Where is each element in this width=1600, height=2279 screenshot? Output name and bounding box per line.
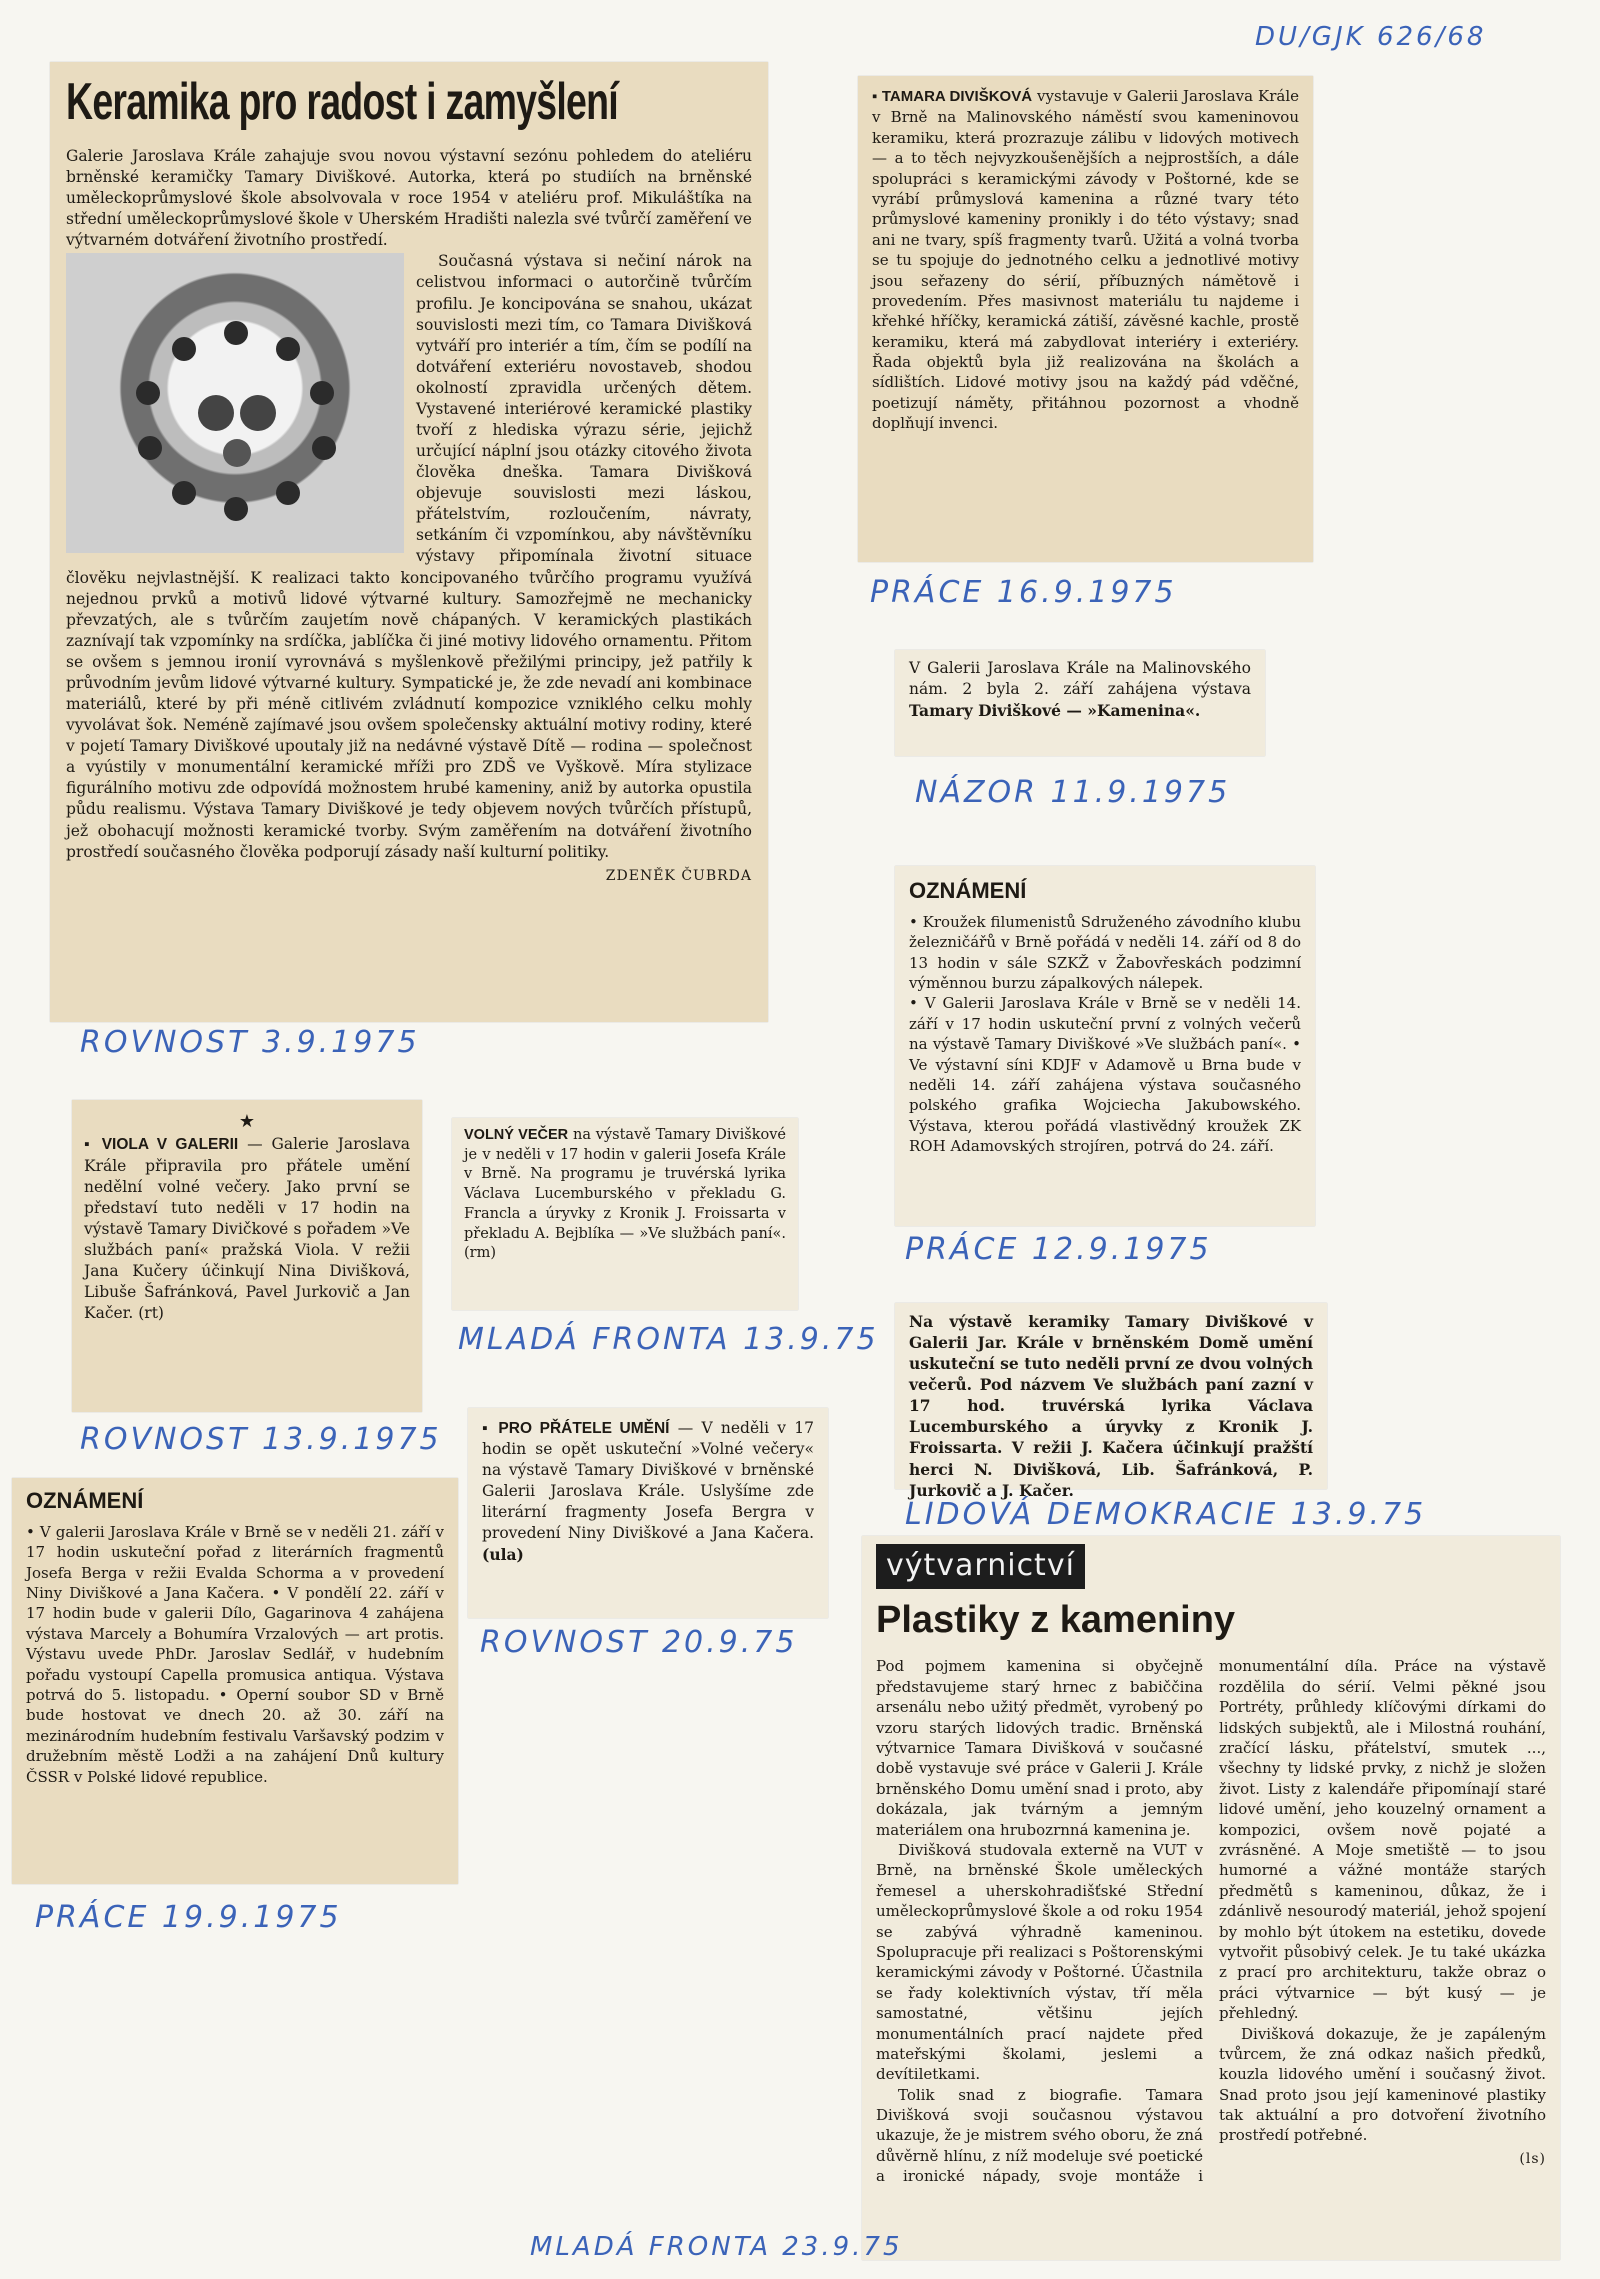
article-paragraph: Divišková studovala externě na VUT v Brně, na brněnské Škole uměleckých řemesel a uherskohradišťské Střední uměleckoprůmyslové škole a od roku 1954 se zabývá výhradně kameninou. Spolupracuje při realizaci s Poštorenskými keramickými závody v Poštorné. Účastnila se řady kolektivních výstav, tří měla samostatné, většinu jejích monumentálních prací najdete před mateřskými školami, jeslemi a devítiletkami. — [876, 1840, 1203, 2084]
clipping-body: V Galerii Jaroslava Krále na Malinovského nám. 2 byla 2. září zahájena výstava — [909, 659, 1251, 699]
lead-text: VOLNÝ VEČER — [464, 1127, 569, 1143]
clipping-oznameni-2 — [12, 1478, 458, 1884]
source-note: PRÁCE 19.9.1975 — [35, 1900, 342, 1935]
source-note: ROVNOST 13.9.1975 — [80, 1422, 442, 1457]
article-signature: ZDENĚK ČUBRDA — [605, 867, 752, 884]
clipping-nazor — [895, 650, 1265, 756]
clipping-mf-volny-vecer — [452, 1118, 798, 1310]
lead-text: ▪ — [84, 1136, 102, 1154]
section-banner: výtvarnictví — [876, 1544, 1085, 1589]
article-paragraph: Divišková dokazuje, že je zapáleným tvůrcem, že zná odkaz našich předků, kouzla lidového umění i současný život. Snad proto jsou její kameninové plastiky tak aktuální a pro dotvoření životního prostředí potřebné. — [1219, 2024, 1546, 2145]
article-body — [876, 1656, 1546, 2186]
archive-mark: DU/GJK 626/68 — [1255, 22, 1487, 52]
clipping-body: na výstavě Tamary Diviškové je v neděli v 17 hodin v galerii Josefa Krále v Brně. Na programu je truvérská lyrika Václava Lucemburského v překladu G. Francla a úryvky z Kronik J. Froissarta v překladu A. Bejblíka — »Ve službách paní«. — [464, 1127, 787, 1242]
clipping-body: — V neděli v 17 hodin se opět uskuteční »Volné večery« na výstavě Tamary Diviškové v brněnské Galerii Jaroslava Krále. Uslyšíme zde literární fragmenty Josefa Bergra v provedení Niny Diviškové a Jana Kačera. — [482, 1419, 814, 1543]
article-signature: (ls) — [1519, 2150, 1546, 2167]
clipping-rovnost-keramika — [50, 62, 768, 1022]
section-heading: OZNÁMENÍ — [26, 1488, 144, 1513]
source-note: MLADÁ FRONTA 23.9.75 — [530, 2232, 903, 2262]
clipping-sig: (rt) — [138, 1304, 164, 1323]
source-note: PRÁCE 16.9.1975 — [870, 575, 1177, 610]
clipping-viola — [72, 1100, 422, 1412]
ceramic-photo — [66, 253, 404, 553]
source-note: MLADÁ FRONTA 13.9.75 — [458, 1322, 879, 1357]
source-note: PRÁCE 12.9.1975 — [905, 1232, 1212, 1267]
clipping-body: — Galerie Jaroslava Krále připravila pro přátele umění nedělní volné večery. Jako první se představí tuto neděli v 17 hodin na výstavě Tamary Divičkové s pořadem »Ve službách paní« pražská Viola. V režii Jana Kučery účinkují Nina Divišková, Libuše Šafránková, Pavel Jurkovič a Jan Kačer. — [84, 1135, 410, 1323]
article-paragraph: Pod pojmem kamenina si obyčejně představujeme starý hrnec z babiččina arsenálu nebo užitý předmět, vyrobený po vzoru starých lidových tradic. Brněnská výtvarnice Tamara Divišková v současné době vystavuje své práce v Galerii J. Krále brněnského Domu umění snad i proto, aby dokázala, jak tvárným a jemným materiálem ona hrubozrnná kamenina je. — [876, 1657, 1203, 1839]
article-title: Keramika pro radost i zamyšlení — [66, 73, 618, 131]
clipping-plastiky — [862, 1536, 1560, 2260]
notice-item: • Kroužek filumenistů Sdruženého závodního klubu železničářů v Brně pořádá v neděli 14. září od 8 do 13 hodin v sále SZKŽ v Žabovřeskách podzimní výměnnou burzu zápalkových nálepek. — [909, 912, 1301, 993]
article-paragraph: Galerie Jaroslava Krále zahajuje svou novou výstavní sezónu pohledem do ateliéru brněnské keramičky Tamary Diviškové. Autorka, která po studiích na brněnské uměleckoprůmyslové škole absolvovala v roce 1954 v ateliéru prof. Mikuláštíka na střední uměleckoprůmyslové škole v Uherském Hradišti nalezla své tvůrčí zaměření ve výtvarném dotváření životního prostředí. — [66, 147, 752, 250]
clipping-body-bold: Tamary Diviškové — »Kamenina«. — [909, 701, 1201, 721]
lead-text: VIOLA V GALERII — [101, 1136, 239, 1154]
notice-item: • V galerii Jaroslava Krále v Brně se v neděli 21. září v 17 hodin uskuteční pořad z literárních fragmentů Josefa Berga v režii Evalda Schorma a v provedení Niny Diviškové a Jana Kačera. • V pondělí 22. září v 17 hodin bude v galerii Dílo, Gagarinova 4 zahájena výstava Marcely a Bohumíra Vrzalových — art protis. Výstavu uvede PhDr. Jaroslav Sedlář, v hudebním pořadu vystoupí Capella promusica antiqua. Výstava potrvá do 5. listopadu. • Operní soubor SD v Brně bude hostovat ve dnech 20. až 30. září na mezinárodním hudebním festivalu Varšavský podzim v družebním městě Lodži a na zahájení Dnů kultury ČSSR v Polské lidové republice. — [26, 1522, 444, 1786]
clipping-body: Na výstavě keramiky Tamary Diviškové v Galerii Jar. Krále v brněnském Domě umění uskuteční se tuto neděli první ze dvou volných večerů. Pod názvem Ve službách paní zazní v 17 hod. truvérská lyrika Václava Lucemburského a úryvky z Kronik J. Froissarta. V režii J. Kačera účinkují pražští herci N. Divišková, Lib. Šafránková, P. Jurkovič a J. Kačer. — [909, 1312, 1313, 1500]
lead-text: ▪ — [482, 1420, 499, 1437]
clipping-prace-tamara — [858, 76, 1313, 562]
source-note: ROVNOST 3.9.1975 — [80, 1025, 420, 1060]
article-paragraph: Současná výstava si nečiní nárok na celistvou informaci o autorčině tvůrčím profilu. Je koncipována se snahou, ukázat souvislosti mezi tím, co Tamara Divišková vytváří pro interiér a tím, čím se podílí na dotváření exteriéru novostaveb, shodou okolností zpravidla určených dětem. Vystavené interiérové keramické plastiky tvoří z hlediska výrazu série, jejichž určující náplní jsou otázky citového života člověka dneška. Tamara Divišková objevuje souvislosti mezi láskou, přátelstvím, rozloučením, návraty, setkáním či vzpomínkou, aby návštěvníku výstavy připomínala životní situace člověku nejvlastnější. K realizaci takto koncipovaného tvůrčího programu využívá nejednou prvků a motivů lidové výtvarné kultury. Samozřejmě ne mechanicky převzatých, ale s tvůrčím zaujetím nově chápaných. V keramických plastikách zaznívají tak vzpomínky na srdíčka, jablíčka či jiné motivy lidového ornamentu. Přitom se ovšem s jemnou ironií vyrovnává s myšlenkově přežilými principy, jež patřily k průvodním jevům lidové výtvarné kultury. Sympatické je, že zde nevadí ani kombinace materiálů, které by při méně citlivém zvládnutí kompozice vzniklého celku mohly vyvolávat šok. Neméně zajímavé jsou ovšem společensky aktuální motivy rodiny, které v pojetí Tamary Diviškové upoutaly již na nedávné výstavě Dítě — rodina — společnost a vyústily v monumentální keramické mříži pro ZDŠ ve Vyškově. Míra stylizace figurálního motivu zde odpovídá možnostem hrubé kameniny, aniž by autorka opustila půdu realismu. Výstava Tamary Diviškové je tedy objevem nových tvůrčích přístupů, jež obohacují možnosti keramické tvorby. Svým zaměřením na dotváření životního prostředí současného člověka podporují zásady naší kulturní politiky. — [66, 252, 752, 861]
clipping-sig: (rm) — [464, 1245, 496, 1262]
lead-text: PRO PŘÁTELE UMĚNÍ — [498, 1420, 670, 1437]
clipping-pratele-umeni — [468, 1408, 828, 1618]
section-heading: OZNÁMENÍ — [909, 878, 1027, 903]
ceramic-plate-icon — [66, 253, 404, 553]
lead-text: TAMARA DIVIŠKOVÁ — [881, 88, 1033, 105]
article-paragraph: Tolik snad z biografie. Tamara Divišková svoji současnou výstavou ukazuje, že je mistrem svého oboru, že zná důvěrně hlínu, z níž modeluje své poetické a ironické nápady, svoje montáže i monumentální díla. Práce na výstavě rozdělila do sérií. Velmi pěkné jsou Portréty, průhledy klíčovými dírkami do lidských subjektů, ale i Milostná rouhání, zračící lásku, přátelství, smutek ..., všechny ty lidské prvky, z nichž je složen život. Listy z kalendáře připomínají staré lidové umění, jeho kouzelný ornament a kompozici, ovšem nově pojaté a zvrásněné. A Moje smetiště — to jsou humorné a vážné montáže starých předmětů s kameninou, důkaz, že i zdánlivě nesourodý materiál, jehož spojení by mohlo být útokem na estetiku, dovede vytvořit působivý celek. Je tu také ukázka z prací pro architekturu, takže obraz o práci výtvarnice — být kusý — je přehledný. — [876, 1657, 1546, 2186]
clipping-lidova-demokracie — [895, 1303, 1327, 1500]
lead-text: ▪ — [872, 88, 882, 105]
source-note: NÁZOR 11.9.1975 — [915, 775, 1231, 810]
notice-item: • V Galerii Jaroslava Krále v Brně se v neděli 14. září v 17 hodin uskuteční první z volných večerů na výstavě Tamary Diviškové »Ve službách paní«. • Ve výstavní síni KDJF v Adamově u Brna bude v neděli 14. září zahájena výstava současného polského grafika Wojciecha Jakubowského. Výstava, kterou pořádá vlastivědný kroužek ZK ROH Adamovských strojíren, potrvá do 24. září. — [909, 994, 1301, 1156]
star-icon: ★ — [238, 1111, 256, 1132]
article-title: Plastiky z kameniny — [876, 1598, 1236, 1641]
source-note: LIDOVÁ DEMOKRACIE 13.9.75 — [905, 1497, 1427, 1532]
clipping-sig: (ula) — [482, 1545, 524, 1565]
source-note: ROVNOST 20.9.75 — [480, 1625, 798, 1660]
clipping-body: vystavuje v Galerii Jaroslava Krále v Brně na Malinovského náměstí svou kameninovou keramiku, která prozrazuje zálibu v lidových motivech — a to těch nejvyzkoušenějších a nejprostších, a dále spolupráci s keramickými závody v Poštorné, kde se vyrábí průmyslová kamenina a různé tvary této průmyslové kameniny pronikly i do této výstavy; snad ani ne tvary, spíš fragmenty tvarů. Užitá a volná tvorba se tu spojuje do jednotného celku a jednotlivé motivy jsou seřazeny do sérií, příbuzných námětově i provedením. Přes masivnost materiálu tu najdeme i křehké hříčky, keramická zátiší, závěsné kachle, prostě keramiku, která má zabydlovat interiéry i exteriéry. Řada objektů byla již realizována na školách a sídlištích. Lidové motivy jsou na každý pád vděčné, poetizují náměty, přitáhnou pozornost a vhodně doplňují invenci. — [872, 87, 1300, 433]
clipping-prace-oznameni — [895, 866, 1315, 1226]
